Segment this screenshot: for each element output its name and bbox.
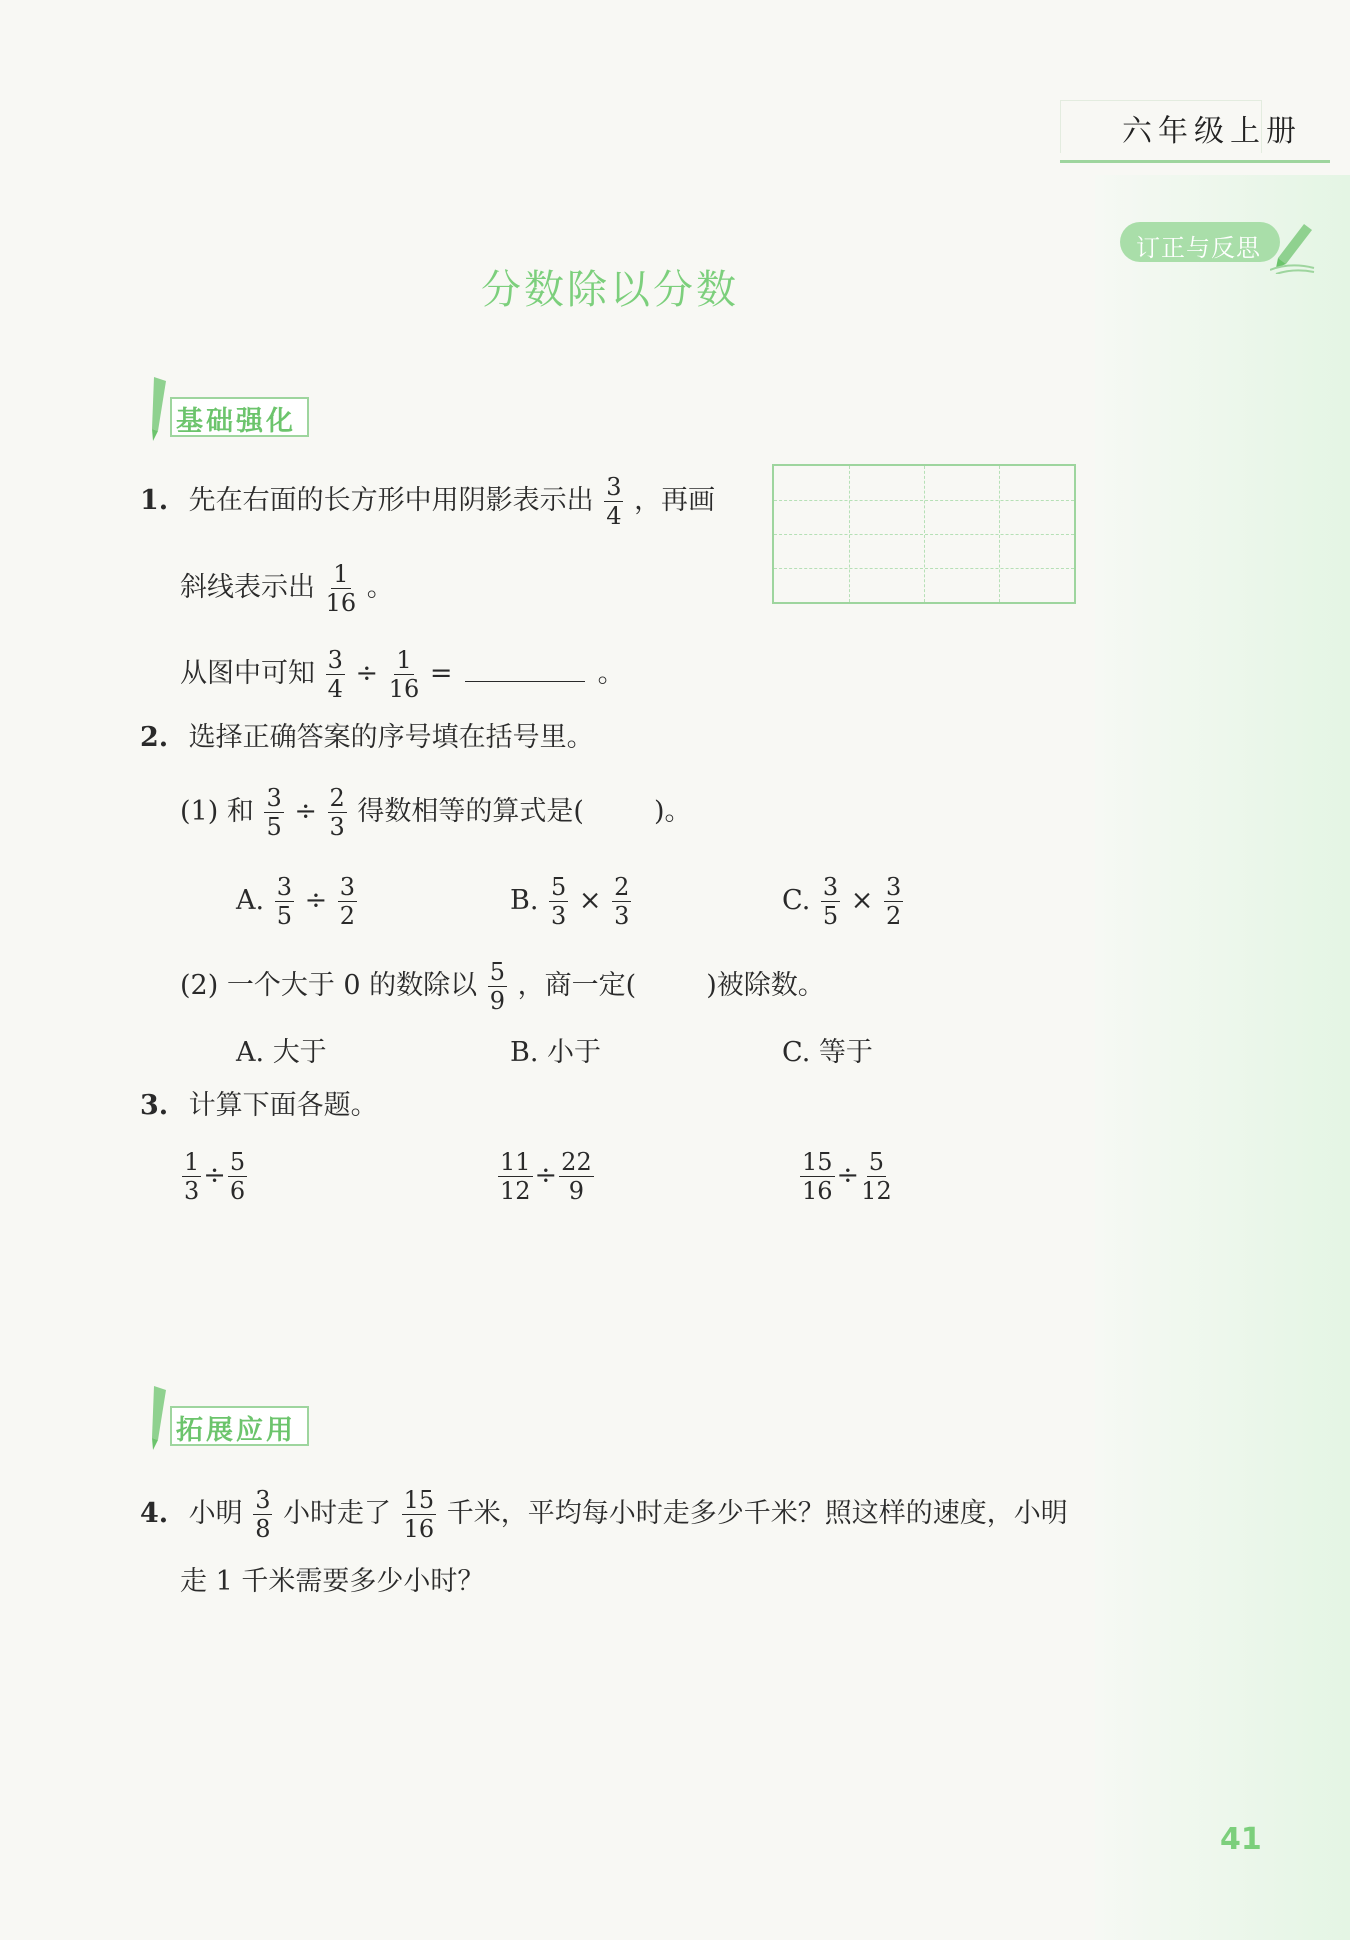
section-basic-header [140, 375, 320, 445]
q4-text-b: 小时走了 [283, 1498, 392, 1529]
q4-text-c: 千米，平均每小时走多少千米？照这样的速度，小明 [446, 1498, 1068, 1529]
margin-strip [1095, 175, 1350, 1940]
q3-text: 计算下面各题。 [188, 1090, 378, 1121]
q1-text-e: 从图中可知 [180, 658, 315, 689]
fraction: $\frac{5}{9}$ [489, 958, 506, 1015]
question-number: 4. [140, 1498, 169, 1529]
calc-item-3: $\frac{15}{16}$ ÷ $\frac{5}{12}$ [802, 1148, 892, 1205]
part-label: (2) [180, 970, 219, 1001]
reflect-label: 订正与反思 [1136, 234, 1261, 262]
option-c[interactable]: C. $\frac{3}{5}$ × $\frac{3}{2}$ [782, 873, 902, 930]
fraction: $\frac{3}{4}$ [606, 473, 622, 530]
fraction: $\frac{3}{8}$ [255, 1486, 271, 1543]
fraction: $\frac{2}{3}$ [329, 784, 345, 841]
division-sign: ÷ [294, 796, 317, 827]
question-4-line-1 [140, 1488, 1068, 1541]
grade-label: 六年级上册 [1122, 114, 1302, 149]
q1-text-b: ，再画 [634, 485, 716, 516]
fraction: $\frac{3}{5}$ [266, 784, 282, 841]
question-number: 2. [140, 722, 169, 753]
section-extend-header [140, 1384, 320, 1454]
pencil-icon [1270, 218, 1320, 274]
q2p1-text-b: 得数相等的算式是( [357, 796, 584, 827]
fraction: $\frac{1}{16}$ [325, 560, 357, 617]
q1-end: 。 [597, 658, 625, 689]
question-number: 1. [140, 485, 169, 516]
option-c[interactable]: C. 等于 [782, 1037, 873, 1068]
question-number: 3. [140, 1090, 169, 1121]
section-basic-label: 基础强化 [176, 406, 296, 437]
q2p2-text-c: )被除数。 [706, 970, 825, 1001]
calc-item-1: $\frac{1}{3}$ ÷ $\frac{5}{6}$ [184, 1148, 246, 1205]
page-title: 分数除以分数 [481, 267, 739, 313]
q1-text-d: 。 [366, 572, 394, 603]
part-label: (1) [180, 796, 219, 827]
reflect-badge [1120, 218, 1320, 274]
pencil-icon [144, 1384, 170, 1450]
calc-item-2: $\frac{11}{12}$ ÷ $\frac{22}{9}$ [500, 1148, 592, 1205]
q1-text-c: 斜线表示出 [180, 572, 315, 603]
q2p2-text-b: ，商一定( [517, 970, 637, 1001]
answer-blank[interactable] [465, 677, 585, 682]
q2p1-text-a: 和 [226, 796, 254, 827]
grid-line [774, 534, 1074, 535]
fraction: $\frac{1}{16}$ [388, 646, 420, 703]
question-2-part-2 [180, 960, 825, 1013]
question-1-line-3 [180, 648, 625, 701]
question-2-part-1 [180, 786, 692, 839]
shading-rectangle[interactable] [772, 464, 1076, 604]
option-a[interactable]: A. 大于 [236, 1037, 327, 1068]
pencil-icon [144, 375, 170, 441]
q1-text-a: 先在右面的长方形中用阴影表示出 [188, 485, 594, 516]
q4-text-d: 走 1 千米需要多少小时？ [180, 1566, 485, 1597]
option-b[interactable]: B. $\frac{5}{3}$ × $\frac{2}{3}$ [510, 873, 630, 930]
question-3 [140, 1086, 378, 1126]
page-number: 41 [1220, 1822, 1262, 1857]
question-1-line-2 [180, 562, 394, 615]
q2p1-text-c: )。 [653, 796, 692, 827]
grade-header [1060, 100, 1330, 163]
division-sign: ÷ [355, 658, 379, 689]
section-extend-label: 拓展应用 [176, 1415, 296, 1446]
grid-line [774, 568, 1074, 569]
option-a[interactable]: A. $\frac{3}{5}$ ÷ $\frac{3}{2}$ [236, 873, 356, 930]
option-b[interactable]: B. 小于 [510, 1037, 602, 1068]
fraction: $\frac{15}{16}$ [403, 1486, 435, 1543]
question-1-line-1 [140, 475, 715, 528]
q2p2-text-a: 一个大于 0 的数除以 [226, 970, 478, 1001]
equals-sign: = [429, 658, 453, 689]
fraction: $\frac{3}{4}$ [327, 646, 343, 703]
q4-text-a: 小明 [188, 1498, 243, 1529]
question-2 [140, 718, 594, 758]
grid-line [774, 500, 1074, 501]
question-4-line-2 [180, 1562, 484, 1602]
q2-text: 选择正确答案的序号填在括号里。 [188, 722, 594, 753]
